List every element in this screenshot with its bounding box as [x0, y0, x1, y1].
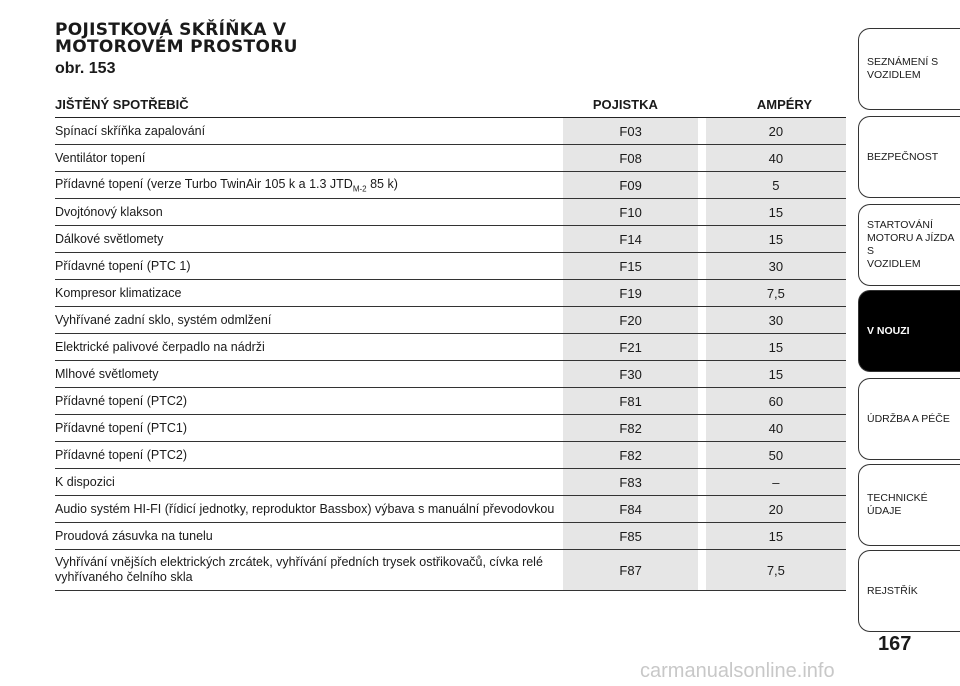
cell-device: Mlhové světlomety	[55, 361, 555, 388]
cell-fuse: F87	[563, 550, 698, 591]
cell-amp: 60	[706, 388, 846, 415]
cell-device: Přídavné topení (verze Turbo TwinAir 105 k a 1.3 $JTD_{M-2}$ 85 k)	[55, 172, 555, 199]
cell-amp: 30	[706, 307, 846, 334]
cell-device: Kompresor klimatizace	[55, 280, 555, 307]
table-row	[55, 199, 846, 226]
cell-amp: 20	[706, 118, 846, 145]
cell-fuse: F85	[563, 523, 698, 550]
cell-amp: –	[706, 469, 846, 496]
cell-device: Přídavné topení (PTC1)	[55, 415, 555, 442]
tab-startovani[interactable]: STARTOVÁNÍ MOTORU A JÍZDA S VOZIDLEM	[858, 204, 960, 286]
header-amp: AMPÉRY	[706, 92, 846, 118]
table-row	[55, 469, 846, 496]
cell-fuse: F19	[563, 280, 698, 307]
tab-rejstrik[interactable]: REJSTŘÍK	[858, 550, 960, 632]
cell-device: Vyhřívané zadní sklo, systém odmlžení	[55, 307, 555, 334]
cell-fuse: F83	[563, 469, 698, 496]
cell-amp: 20	[706, 496, 846, 523]
cell-amp: 50	[706, 442, 846, 469]
cell-device: Dálkové světlomety	[55, 226, 555, 253]
table-row	[55, 253, 846, 280]
cell-fuse: F82	[563, 415, 698, 442]
table-row	[55, 415, 846, 442]
cell-fuse: F30	[563, 361, 698, 388]
table-header-row	[55, 92, 846, 118]
cell-device: Proudová zásuvka na tunelu	[55, 523, 555, 550]
cell-fuse: F10	[563, 199, 698, 226]
table-row	[55, 334, 846, 361]
title-line-2: MOTOROVÉM PROSTORU	[55, 37, 298, 57]
cell-device: Audio systém HI-FI (řídicí jednotky, reproduktor Bassbox) výbava s manuální převodovkou	[55, 496, 555, 523]
page-number: 167	[878, 633, 912, 655]
cell-fuse: F21	[563, 334, 698, 361]
header-fuse: POJISTKA	[563, 92, 698, 118]
cell-device: Přídavné topení (PTC2)	[55, 442, 555, 469]
cell-fuse: F14	[563, 226, 698, 253]
cell-amp: 15	[706, 523, 846, 550]
fuse-table	[55, 92, 846, 591]
cell-amp: 15	[706, 199, 846, 226]
cell-fuse: F09	[563, 172, 698, 199]
cell-amp: 40	[706, 415, 846, 442]
cell-amp: 30	[706, 253, 846, 280]
table-row	[55, 145, 846, 172]
table-row	[55, 118, 846, 145]
table-row	[55, 172, 846, 199]
table-row	[55, 307, 846, 334]
cell-amp: 7,5	[706, 550, 846, 591]
table-row	[55, 226, 846, 253]
table-body	[55, 118, 846, 591]
tab-technicke-udaje[interactable]: TECHNICKÉ ÚDAJE	[858, 464, 960, 546]
table-row	[55, 388, 846, 415]
cell-amp: 7,5	[706, 280, 846, 307]
tab-bezpecnost[interactable]: BEZPEČNOST	[858, 116, 960, 198]
cell-amp: 15	[706, 361, 846, 388]
table-row	[55, 361, 846, 388]
cell-amp: 5	[706, 172, 846, 199]
cell-device: K dispozici	[55, 469, 555, 496]
cell-device: Dvojtónový klakson	[55, 199, 555, 226]
tab-seznameni[interactable]: SEZNÁMENÍ S VOZIDLEM	[858, 28, 960, 110]
cell-fuse: F08	[563, 145, 698, 172]
cell-device: Přídavné topení (PTC 1)	[55, 253, 555, 280]
cell-device: Spínací skříňka zapalování	[55, 118, 555, 145]
cell-fuse: F15	[563, 253, 698, 280]
cell-fuse: F81	[563, 388, 698, 415]
table-row	[55, 442, 846, 469]
cell-amp: 15	[706, 334, 846, 361]
watermark-text: carmanualsonline.info	[640, 660, 835, 682]
tab-v-nouzi[interactable]: V NOUZI	[858, 290, 960, 372]
cell-device: Přídavné topení (PTC2)	[55, 388, 555, 415]
cell-fuse: F03	[563, 118, 698, 145]
title-line-1: POJISTKOVÁ SKŘÍŇKA V	[55, 20, 287, 40]
cell-amp: 40	[706, 145, 846, 172]
cell-fuse: F84	[563, 496, 698, 523]
table-row	[55, 523, 846, 550]
tab-udrzba[interactable]: ÚDRŽBA A PÉČE	[858, 378, 960, 460]
figure-reference: obr. 153	[55, 60, 116, 77]
cell-device: Vyhřívání vnějších elektrických zrcátek, vyhřívání předních trysek ostřikovačů, cívka relé vyhřívaného čelního skla	[55, 550, 555, 591]
cell-device: Elektrické palivové čerpadlo na nádrži	[55, 334, 555, 361]
section-title	[55, 22, 298, 56]
cell-device: Ventilátor topení	[55, 145, 555, 172]
table-row	[55, 280, 846, 307]
cell-fuse: F82	[563, 442, 698, 469]
cell-amp: 15	[706, 226, 846, 253]
table-row	[55, 550, 846, 591]
header-device: JIŠTĚNÝ SPOTŘEBIČ	[55, 92, 555, 118]
cell-fuse: F20	[563, 307, 698, 334]
table-row	[55, 496, 846, 523]
